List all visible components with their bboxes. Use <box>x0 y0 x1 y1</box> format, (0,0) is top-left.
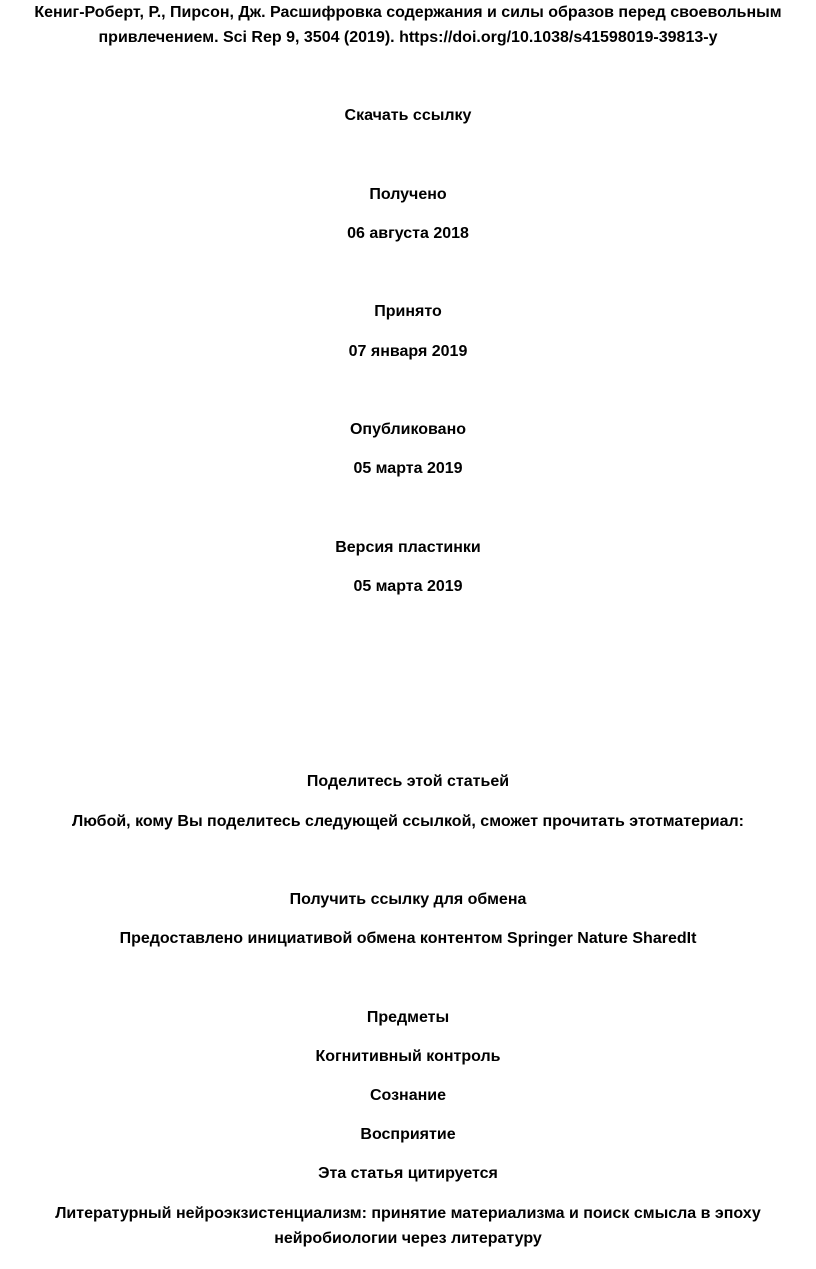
received-label: Получено <box>369 186 447 203</box>
citing-article-title-line-1[interactable]: Литературный нейроэкзистенциализм: принятие материализма и поиск смысла в эпоху <box>55 1205 761 1222</box>
subject-link-cognitive-control[interactable]: Когнитивный контроль <box>315 1048 501 1065</box>
subject-link-perception[interactable]: Восприятие <box>360 1126 456 1143</box>
citing-article-title-line-2[interactable]: нейробиологии через литературу <box>274 1230 542 1247</box>
sharedit-note: Предоставлено инициативой обмена контентом Springer Nature SharedIt <box>119 930 697 947</box>
download-citation-link[interactable]: Скачать ссылку <box>344 107 472 124</box>
accepted-label: Принято <box>374 303 442 320</box>
citation-text <box>0 0 816 50</box>
get-shareable-link-button[interactable]: Получить ссылку для обмена <box>289 891 527 908</box>
citation-line-1: Кениг-Роберт, Р., Пирсон, Дж. Расшифровка содержания и силы образов перед своевольным <box>34 4 782 21</box>
cited-by-heading: Эта статья цитируется <box>318 1165 498 1182</box>
share-description: Любой, кому Вы поделитесь следующей ссылкой, сможет прочитать этотматериал: <box>72 813 744 830</box>
received-date: 06 августа 2018 <box>347 225 469 242</box>
share-heading: Поделитесь этой статьей <box>306 773 510 790</box>
subjects-heading: Предметы <box>366 1009 450 1026</box>
issue-label: Версия пластинки <box>335 539 481 556</box>
published-date: 05 марта 2019 <box>353 460 463 477</box>
subject-link-consciousness[interactable]: Сознание <box>369 1087 447 1104</box>
accepted-date: 07 января 2019 <box>348 343 468 360</box>
issue-date: 05 марта 2019 <box>353 578 463 595</box>
published-label: Опубликовано <box>349 421 467 438</box>
citation-line-2: привлечением. Sci Rep 9, 3504 (2019). https://doi.org/10.1038/s41598019-39813-y <box>98 29 718 46</box>
